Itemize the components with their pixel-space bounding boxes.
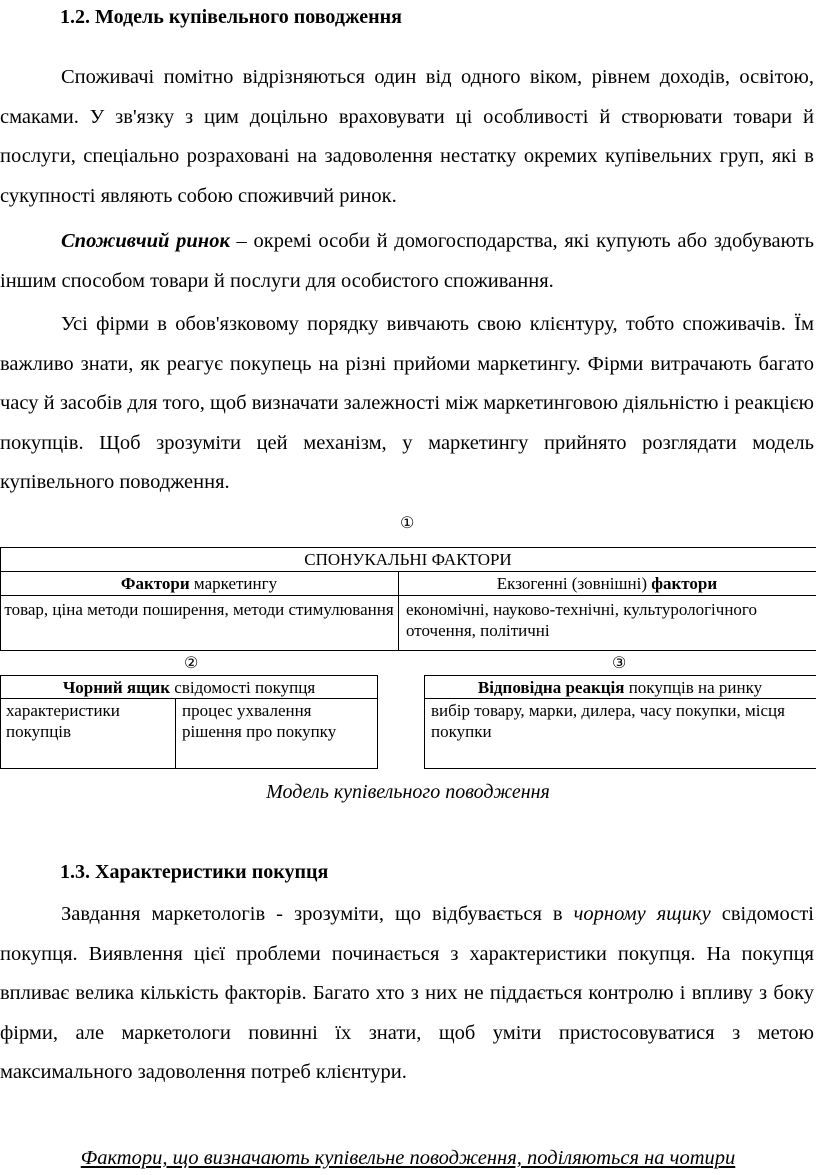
decision-process: процес ухвалення рішення про покупку	[182, 701, 337, 741]
marketing-factors-list: товар, ціна методи поширення, методи стимулювання	[4, 600, 394, 619]
exogenous-factors-rest: Екзогенні (зовнішні)	[496, 574, 652, 593]
black-box-rest: свідомості покупця	[170, 678, 316, 697]
diagram-caption: Модель купівельного поводження	[266, 781, 550, 803]
marker-3: ③	[612, 655, 627, 672]
factors-subtitle: Фактори, що визначають купівельне поводження, поділяються на чотири	[80, 1147, 736, 1169]
marker-2: ②	[184, 655, 199, 672]
term-consumer-market: Споживчий ринок	[61, 230, 230, 252]
divider-line	[0, 698, 378, 699]
marker-1: ①	[400, 515, 415, 532]
buyer-paragraph-start: Завдання маркетологів - зрозуміти, що відбувається в	[61, 903, 574, 925]
divider-line	[424, 698, 816, 699]
marketing-factors-bold: Фактори	[120, 574, 190, 593]
paragraph-buyer-characteristics	[0, 895, 814, 1093]
paragraph-firms: Усі фірми в обов'язковому порядку вивчають свою клієнтуру, тобто споживачів. Їм важливо знати, як реагує покупець на різні прийоми маркетингу. Фірми витрачають багато часу й засобів для того, щоб визначати залежності між маркетинговою діяльністю і реакцією покупців. Щоб зрозуміти цей механізм, у маркетингу прийнято розглядати модель купівельного поводження.	[0, 313, 814, 494]
black-box-bold: Чорний ящик	[62, 678, 171, 697]
buyer-paragraph-rest: свідомості покупця. Виявлення цієї проблеми починається з характеристики покупця. На покупця впливає велика кількість факторів. Багато хто з них не піддається контролю і впливу з боку фірми, але маркетологи повинні їх знати, щоб уміти пристосовуватися з метою максимального задоволення потреб клієнтури.	[0, 903, 814, 1084]
paragraph-consumers: Споживачі помітно відрізняються один від одного віком, рівнем доходів, освітою, смаками. У зв'язку з цим доцільно враховувати ці особливості й створювати товари й послуги, спеціально розраховані на задоволення нестатку окремих купівельних груп, які в сукупності являють собою споживчий ринок.	[0, 66, 814, 207]
marketing-factors-rest: маркетингу	[189, 574, 278, 593]
buyer-response-header	[424, 677, 816, 698]
exogenous-factors-list: економічні, науково-технічні, культурологічного оточення, політичні	[406, 600, 757, 640]
divider-line	[0, 571, 816, 572]
black-box-term: чорному ящику	[573, 903, 711, 925]
buyer-response-list: вибір товару, марки, дилера, часу покупки, місця покупки	[431, 701, 785, 741]
exogenous-factors-bold: фактори	[651, 574, 718, 593]
buyer-response-bold: Відповідна реакція	[477, 678, 625, 697]
consumer-market-definition: – окремі особи й домогосподарства, які купують або здобувають іншим способом товари й послуги для особистого споживання.	[0, 230, 814, 292]
section-1-3-title: 1.3. Характеристики покупця	[60, 861, 329, 883]
section-1-2-title: 1.2. Модель купівельного поводження	[60, 6, 402, 28]
black-box-header	[0, 677, 378, 698]
buyer-characteristics: характеристики покупців	[6, 701, 120, 741]
exogenous-factors-header	[398, 573, 816, 594]
divider-line	[175, 698, 176, 769]
paragraph-consumer-market	[0, 222, 814, 301]
marketing-factors-header	[0, 573, 398, 594]
divider-line	[0, 595, 816, 596]
buyer-response-rest: покупців на ринку	[624, 678, 763, 697]
stimulus-factors-header: СПОНУКАЛЬНІ ФАКТОРИ	[304, 550, 512, 569]
